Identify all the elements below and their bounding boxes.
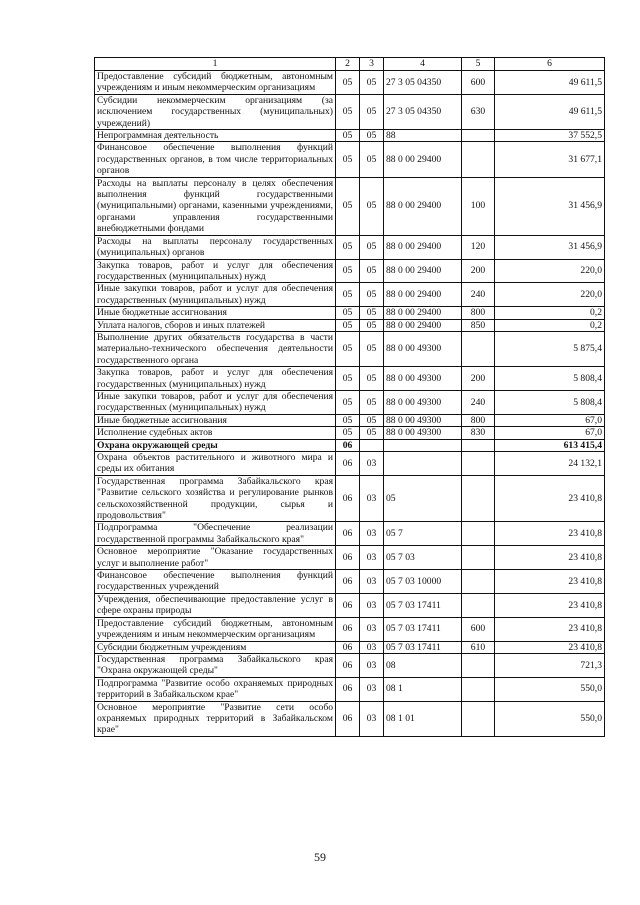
amount-cell: 5 808,4 (495, 367, 605, 391)
row-name-cell: Подпрограмма "Развитие особо охраняемых природных территорий в Забайкальском крае" (95, 677, 336, 701)
subsection-code-cell: 05 (360, 130, 384, 142)
budget-table (94, 57, 605, 737)
amount-cell: 613 415,4 (495, 439, 605, 451)
row-name-cell: Государственная программа Забайкальского края "Охрана окружающей среды" (95, 653, 336, 677)
expense-type-cell: 830 (462, 427, 495, 439)
target-article-cell: 05 7 03 10000 (384, 570, 462, 594)
target-article-cell: 88 0 00 49300 (384, 414, 462, 426)
expense-type-cell (462, 142, 495, 177)
target-article-cell: 05 7 03 (384, 546, 462, 570)
row-name-cell: Предоставление субсидий бюджетным, автономным учреждениям и иным некоммерческим организациям (95, 71, 336, 95)
table-row (95, 475, 605, 522)
header-cell-3: 3 (360, 58, 384, 71)
subsection-code-cell: 05 (360, 331, 384, 366)
target-article-cell (384, 452, 462, 476)
section-code-cell: 05 (336, 414, 360, 426)
table-row (95, 319, 605, 331)
subsection-code-cell: 05 (360, 427, 384, 439)
amount-cell: 0,2 (495, 319, 605, 331)
section-code-cell: 06 (336, 522, 360, 546)
amount-cell: 550,0 (495, 677, 605, 701)
expense-type-cell (462, 475, 495, 522)
page-number: 59 (314, 850, 326, 864)
table-row (95, 94, 605, 129)
section-code-cell: 06 (336, 475, 360, 522)
row-name-cell: Финансовое обеспечение выполнения функций государственных органов, в том числе территориальных органов (95, 142, 336, 177)
table-row (95, 71, 605, 95)
row-name-cell: Субсидии некоммерческим организациям (за исключением государственных (муниципальных) учреждений) (95, 94, 336, 129)
amount-cell: 23 410,8 (495, 475, 605, 522)
amount-cell: 49 611,5 (495, 94, 605, 129)
amount-cell: 5 875,4 (495, 331, 605, 366)
section-code-cell: 06 (336, 570, 360, 594)
amount-cell: 23 410,8 (495, 522, 605, 546)
expense-type-cell (462, 130, 495, 142)
row-name-cell: Расходы на выплаты персоналу в целях обеспечения выполнения функций государственными (муниципальными) органами, казенными учреждениями, органами управления государственными внебюджетными фондами (95, 177, 336, 235)
target-article-cell: 88 0 00 29400 (384, 177, 462, 235)
row-name-cell: Финансовое обеспечение выполнения функций государственных учреждений (95, 570, 336, 594)
subsection-code-cell: 03 (360, 452, 384, 476)
amount-cell: 220,0 (495, 259, 605, 283)
table-row (95, 307, 605, 319)
target-article-cell: 05 7 03 17411 (384, 593, 462, 617)
subsection-code-cell: 03 (360, 475, 384, 522)
section-code-cell: 05 (336, 319, 360, 331)
table-row (95, 367, 605, 391)
table-row (95, 570, 605, 594)
section-code-cell: 05 (336, 283, 360, 307)
expense-type-cell: 630 (462, 94, 495, 129)
row-name-cell: Учреждения, обеспечивающие предоставление услуг в сфере охраны природы (95, 593, 336, 617)
table-row (95, 439, 605, 451)
amount-cell: 23 410,8 (495, 617, 605, 641)
expense-type-cell: 600 (462, 617, 495, 641)
amount-cell: 721,3 (495, 653, 605, 677)
section-code-cell: 05 (336, 367, 360, 391)
expense-type-cell (462, 452, 495, 476)
section-code-cell: 05 (336, 177, 360, 235)
expense-type-cell (462, 546, 495, 570)
table-row (95, 235, 605, 259)
table-row (95, 390, 605, 414)
expense-type-cell: 850 (462, 319, 495, 331)
target-article-cell: 88 0 00 29400 (384, 283, 462, 307)
section-code-cell: 05 (336, 71, 360, 95)
target-article-cell: 88 0 00 49300 (384, 367, 462, 391)
subsection-code-cell (360, 439, 384, 451)
table-row (95, 452, 605, 476)
target-article-cell: 27 3 05 04350 (384, 94, 462, 129)
expense-type-cell: 240 (462, 283, 495, 307)
table-row (95, 427, 605, 439)
subsection-code-cell: 03 (360, 593, 384, 617)
row-name-cell: Непрограммная деятельность (95, 130, 336, 142)
section-code-cell: 05 (336, 307, 360, 319)
target-article-cell: 27 3 05 04350 (384, 71, 462, 95)
target-article-cell: 08 1 (384, 677, 462, 701)
table-row (95, 701, 605, 736)
target-article-cell: 05 (384, 475, 462, 522)
table-body (95, 71, 605, 737)
table-row (95, 283, 605, 307)
subsection-code-cell: 03 (360, 677, 384, 701)
row-name-cell: Выполнение других обязательств государства в части материально-технического обеспечения деятельности государственного органа (95, 331, 336, 366)
amount-cell: 23 410,8 (495, 570, 605, 594)
expense-type-cell (462, 701, 495, 736)
subsection-code-cell: 05 (360, 235, 384, 259)
subsection-code-cell: 05 (360, 259, 384, 283)
row-name-cell: Подпрограмма "Обеспечение реализации государственной программы Забайкальского края" (95, 522, 336, 546)
section-code-cell: 05 (336, 142, 360, 177)
section-code-cell: 05 (336, 427, 360, 439)
section-code-cell: 06 (336, 593, 360, 617)
row-name-cell: Закупка товаров, работ и услуг для обеспечения государственных (муниципальных) нужд (95, 259, 336, 283)
target-article-cell: 88 0 00 49300 (384, 427, 462, 439)
row-name-cell: Субсидии бюджетным учреждениям (95, 641, 336, 653)
table-row (95, 142, 605, 177)
table-header-row (95, 58, 605, 71)
section-code-cell: 06 (336, 452, 360, 476)
row-name-cell: Предоставление субсидий бюджетным, автономным учреждениям и иным некоммерческим организациям (95, 617, 336, 641)
table-row (95, 331, 605, 366)
target-article-cell: 88 (384, 130, 462, 142)
row-name-cell: Иные бюджетные ассигнования (95, 307, 336, 319)
amount-cell: 67,0 (495, 414, 605, 426)
target-article-cell: 05 7 03 17411 (384, 617, 462, 641)
target-article-cell: 88 0 00 49300 (384, 331, 462, 366)
amount-cell: 0,2 (495, 307, 605, 319)
amount-cell: 24 132,1 (495, 452, 605, 476)
expense-type-cell: 100 (462, 177, 495, 235)
target-article-cell: 88 0 00 29400 (384, 259, 462, 283)
expense-type-cell: 120 (462, 235, 495, 259)
row-name-cell: Охрана объектов растительного и животного мира и среды их обитания (95, 452, 336, 476)
expense-type-cell: 200 (462, 259, 495, 283)
expense-type-cell (462, 570, 495, 594)
section-code-cell: 06 (336, 677, 360, 701)
target-article-cell: 05 7 03 17411 (384, 641, 462, 653)
table-row (95, 546, 605, 570)
target-article-cell (384, 439, 462, 451)
amount-cell: 31 677,1 (495, 142, 605, 177)
expense-type-cell (462, 522, 495, 546)
target-article-cell: 88 0 00 49300 (384, 390, 462, 414)
table-row (95, 177, 605, 235)
amount-cell: 220,0 (495, 283, 605, 307)
subsection-code-cell: 05 (360, 71, 384, 95)
row-name-cell: Основное мероприятие "Оказание государственных услуг и выполнение работ" (95, 546, 336, 570)
expense-type-cell: 800 (462, 414, 495, 426)
target-article-cell: 08 (384, 653, 462, 677)
section-code-cell: 05 (336, 94, 360, 129)
subsection-code-cell: 03 (360, 546, 384, 570)
subsection-code-cell: 03 (360, 653, 384, 677)
row-name-cell: Расходы на выплаты персоналу государственных (муниципальных) органов (95, 235, 336, 259)
header-cell-4: 4 (384, 58, 462, 71)
row-name-cell: Охрана окружающей среды (95, 439, 336, 451)
amount-cell: 550,0 (495, 701, 605, 736)
table-row (95, 677, 605, 701)
target-article-cell: 08 1 01 (384, 701, 462, 736)
header-cell-6: 6 (495, 58, 605, 71)
amount-cell: 23 410,8 (495, 593, 605, 617)
expense-type-cell (462, 331, 495, 366)
amount-cell: 67,0 (495, 427, 605, 439)
subsection-code-cell: 03 (360, 570, 384, 594)
header-cell-5: 5 (462, 58, 495, 71)
expense-type-cell (462, 653, 495, 677)
header-cell-2: 2 (336, 58, 360, 71)
expense-type-cell (462, 677, 495, 701)
expense-type-cell: 200 (462, 367, 495, 391)
amount-cell: 31 456,9 (495, 177, 605, 235)
subsection-code-cell: 05 (360, 94, 384, 129)
section-code-cell: 06 (336, 439, 360, 451)
amount-cell: 23 410,8 (495, 641, 605, 653)
section-code-cell: 05 (336, 130, 360, 142)
expense-type-cell: 600 (462, 71, 495, 95)
subsection-code-cell: 05 (360, 390, 384, 414)
target-article-cell: 88 0 00 29400 (384, 142, 462, 177)
expense-type-cell: 610 (462, 641, 495, 653)
expense-type-cell (462, 439, 495, 451)
subsection-code-cell: 05 (360, 414, 384, 426)
subsection-code-cell: 05 (360, 142, 384, 177)
expense-type-cell: 240 (462, 390, 495, 414)
table-row (95, 617, 605, 641)
subsection-code-cell: 05 (360, 307, 384, 319)
row-name-cell: Уплата налогов, сборов и иных платежей (95, 319, 336, 331)
section-code-cell: 05 (336, 235, 360, 259)
section-code-cell: 05 (336, 331, 360, 366)
section-code-cell: 06 (336, 546, 360, 570)
section-code-cell: 06 (336, 701, 360, 736)
amount-cell: 37 552,5 (495, 130, 605, 142)
table-row (95, 414, 605, 426)
amount-cell: 23 410,8 (495, 546, 605, 570)
table-row (95, 130, 605, 142)
section-code-cell: 06 (336, 641, 360, 653)
row-name-cell: Иные закупки товаров, работ и услуг для обеспечения государственных (муниципальных) нужд (95, 283, 336, 307)
subsection-code-cell: 03 (360, 701, 384, 736)
row-name-cell: Закупка товаров, работ и услуг для обеспечения государственных (муниципальных) нужд (95, 367, 336, 391)
section-code-cell: 05 (336, 259, 360, 283)
expense-type-cell (462, 593, 495, 617)
table-row (95, 259, 605, 283)
section-code-cell: 06 (336, 617, 360, 641)
expense-type-cell: 800 (462, 307, 495, 319)
table-row (95, 641, 605, 653)
target-article-cell: 88 0 00 29400 (384, 235, 462, 259)
row-name-cell: Основное мероприятие "Развитие сети особо охраняемых природных территорий в Забайкальском крае" (95, 701, 336, 736)
section-code-cell: 05 (336, 390, 360, 414)
subsection-code-cell: 03 (360, 522, 384, 546)
row-name-cell: Государственная программа Забайкальского края "Развитие сельского хозяйства и регулирование рынков сельскохозяйственной продукции, сырья и продовольствия" (95, 475, 336, 522)
row-name-cell: Исполнение судебных актов (95, 427, 336, 439)
target-article-cell: 05 7 (384, 522, 462, 546)
section-code-cell: 06 (336, 653, 360, 677)
amount-cell: 5 808,4 (495, 390, 605, 414)
table-row (95, 522, 605, 546)
table-row (95, 593, 605, 617)
subsection-code-cell: 05 (360, 283, 384, 307)
subsection-code-cell: 05 (360, 367, 384, 391)
table-row (95, 653, 605, 677)
amount-cell: 49 611,5 (495, 71, 605, 95)
subsection-code-cell: 05 (360, 177, 384, 235)
subsection-code-cell: 03 (360, 641, 384, 653)
amount-cell: 31 456,9 (495, 235, 605, 259)
target-article-cell: 88 0 00 29400 (384, 319, 462, 331)
row-name-cell: Иные закупки товаров, работ и услуг для обеспечения государственных (муниципальных) нужд (95, 390, 336, 414)
row-name-cell: Иные бюджетные ассигнования (95, 414, 336, 426)
subsection-code-cell: 05 (360, 319, 384, 331)
target-article-cell: 88 0 00 29400 (384, 307, 462, 319)
header-cell-1: 1 (95, 58, 336, 71)
subsection-code-cell: 03 (360, 617, 384, 641)
